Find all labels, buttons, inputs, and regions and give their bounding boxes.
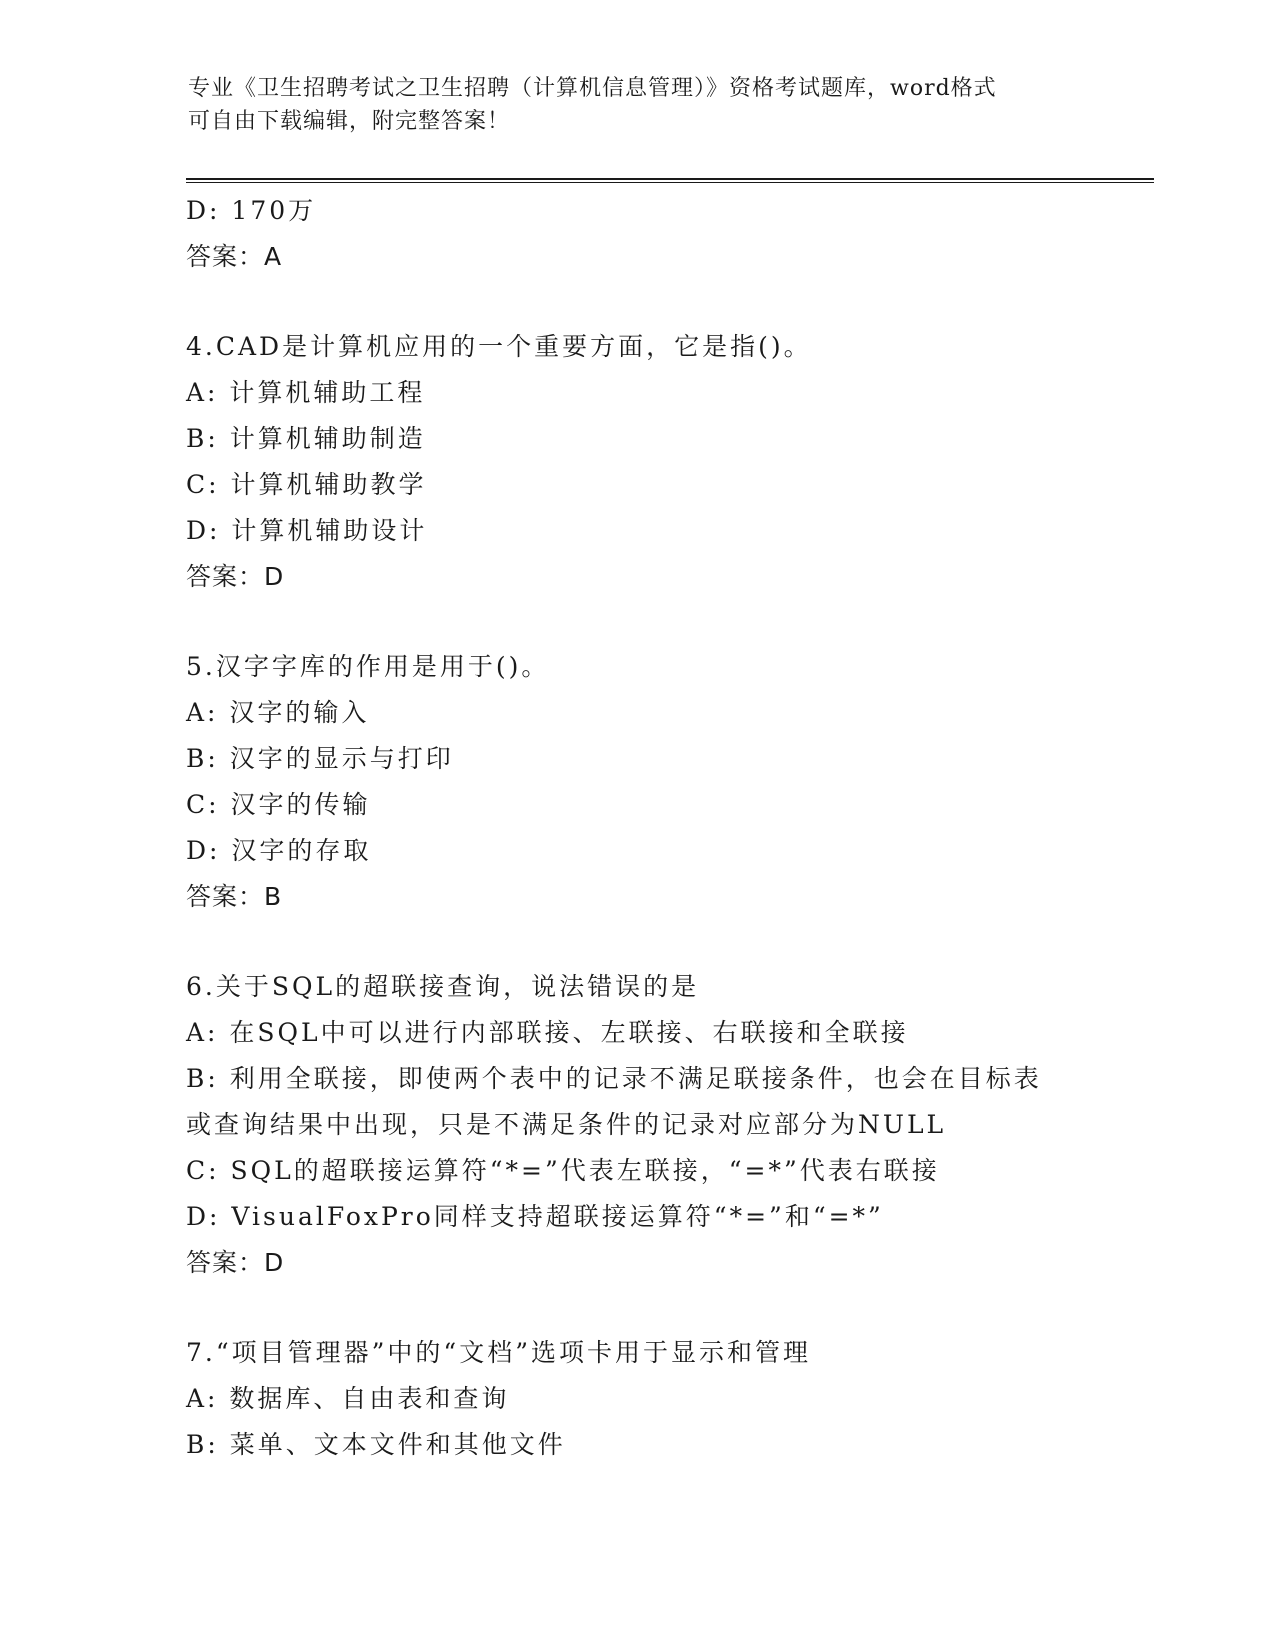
question-5: [186, 644, 1086, 920]
q5-option-c: C: 汉字的传输: [186, 790, 371, 819]
header-divider: [186, 178, 1154, 183]
q7-option-b: B: 菜单、文本文件和其他文件: [186, 1430, 566, 1459]
document-header: [188, 72, 1088, 138]
question-3-fragment: [186, 188, 1086, 280]
q6-option-c: C: SQL的超联接运算符“*=”代表左联接，“=*”代表右联接: [186, 1156, 940, 1185]
q3-option-d: D: 170万: [186, 196, 317, 225]
q4-answer: 答案：D: [186, 562, 285, 591]
q5-option-a: A: 汉字的输入: [186, 698, 370, 727]
question-7: [186, 1330, 1086, 1468]
q6-option-b-line-1: B: 利用全联接，即使两个表中的记录不满足联接条件，也会在目标表: [186, 1064, 1042, 1093]
q5-option-d: D: 汉字的存取: [186, 836, 372, 865]
q5-answer: 答案：B: [186, 882, 283, 911]
q4-option-d: D: 计算机辅助设计: [186, 516, 428, 545]
q5-option-b: B: 汉字的显示与打印: [186, 744, 454, 773]
q3-answer: 答案：A: [186, 242, 283, 271]
question-list: [186, 188, 1086, 1468]
q4-question: 4.CAD是计算机应用的一个重要方面，它是指()。: [186, 332, 812, 361]
q4-option-a: A: 计算机辅助工程: [186, 378, 426, 407]
q7-question: 7.“项目管理器”中的“文档”选项卡用于显示和管理: [186, 1338, 811, 1367]
header-title-line-1: 专业《卫生招聘考试之卫生招聘（计算机信息管理）》资格考试题库，word格式: [188, 76, 997, 101]
q6-option-d: D: VisualFoxPro同样支持超联接运算符“*=”和“=*”: [186, 1202, 884, 1231]
q4-option-b: B: 计算机辅助制造: [186, 424, 426, 453]
q5-question: 5.汉字字库的作用是用于()。: [186, 652, 550, 681]
q4-option-c: C: 计算机辅助教学: [186, 470, 427, 499]
q6-answer: 答案：D: [186, 1248, 285, 1277]
q6-option-a: A: 在SQL中可以进行内部联接、左联接、右联接和全联接: [186, 1018, 909, 1047]
q6-question: 6.关于SQL的超联接查询，说法错误的是: [186, 972, 700, 1001]
q7-option-a: A: 数据库、自由表和查询: [186, 1384, 510, 1413]
q6-option-b-line-2: 或查询结果中出现，只是不满足条件的记录对应部分为NULL: [186, 1110, 947, 1139]
question-4: [186, 324, 1086, 600]
header-title-line-2: 可自由下载编辑，附完整答案！: [188, 109, 511, 134]
question-6: [186, 964, 1086, 1286]
